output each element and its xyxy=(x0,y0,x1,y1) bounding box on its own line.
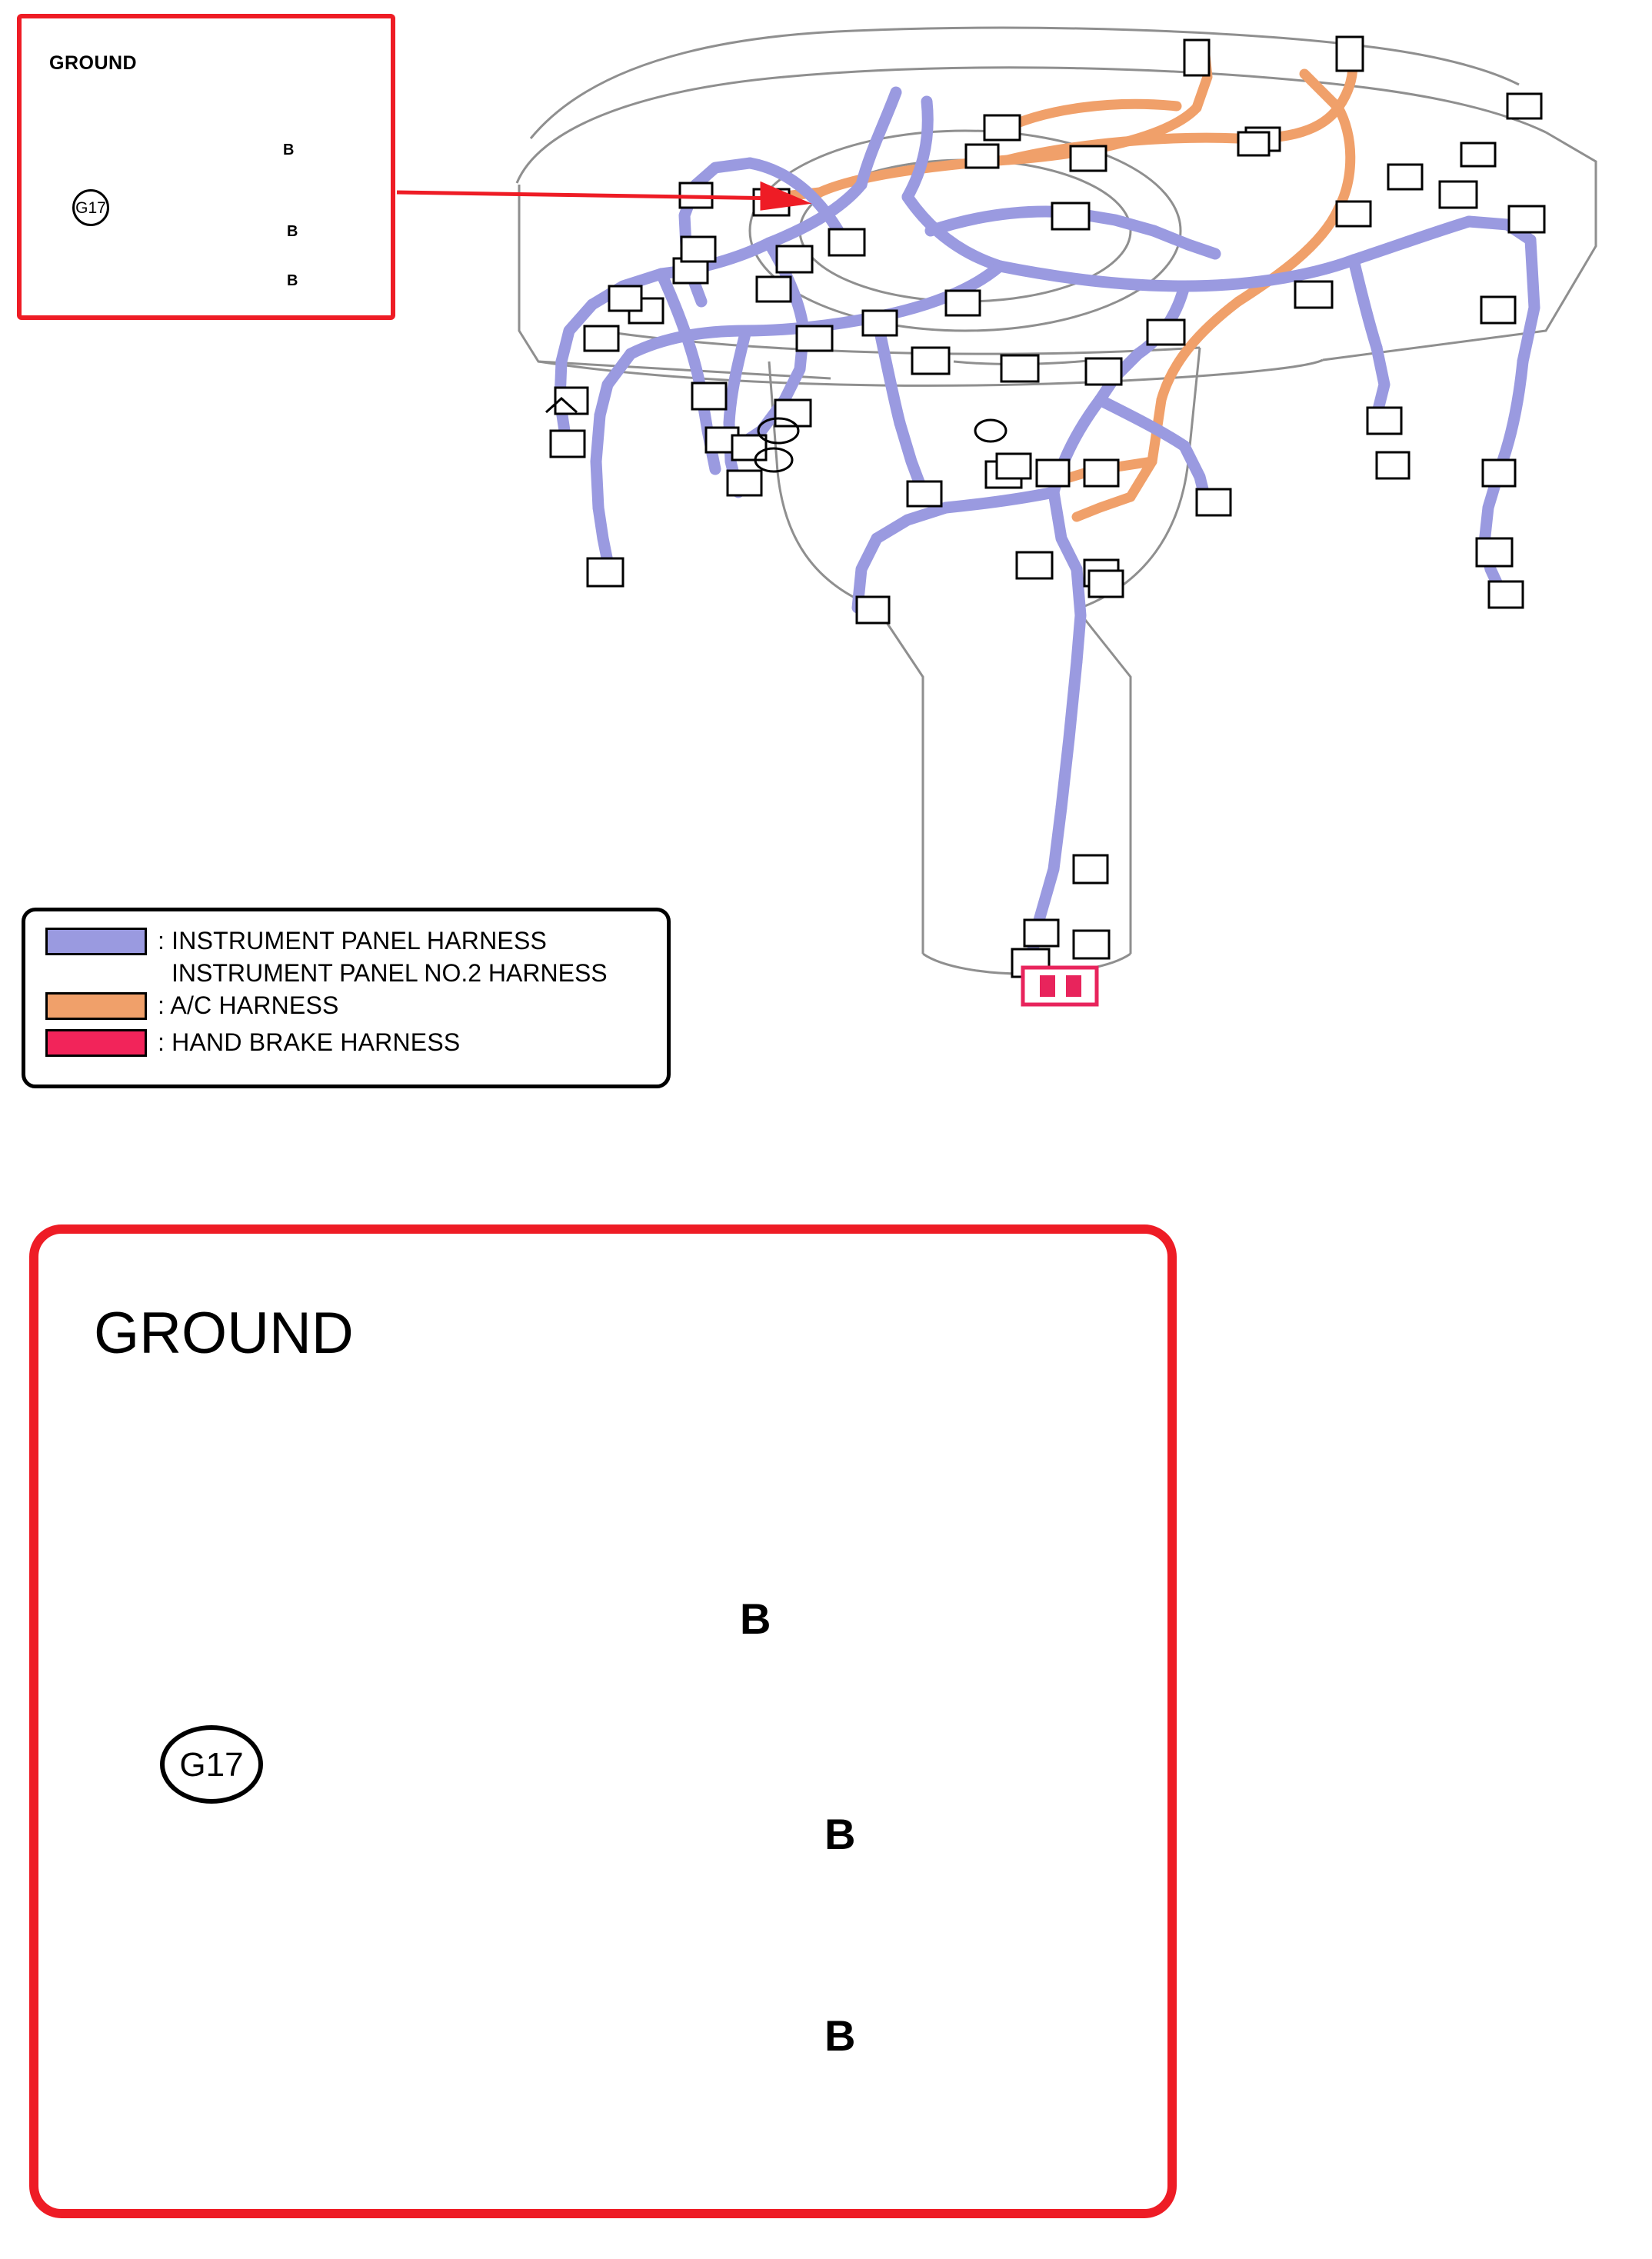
wire-label-b-1-small: B xyxy=(283,142,295,158)
legend-swatch-hand-brake xyxy=(45,1029,147,1057)
ground-callout-large xyxy=(29,1224,1177,2218)
ground-point-tag-large: G17 xyxy=(160,1725,263,1804)
legend-label-instrument-panel: : INSTRUMENT PANEL HARNESS xyxy=(158,927,548,955)
instrument-panel-harness-path xyxy=(560,92,1534,988)
wire-label-b-2-small: B xyxy=(287,223,298,240)
legend-item-ac xyxy=(45,991,339,1020)
callout-leader-line xyxy=(397,183,808,209)
wire-label-b-2-large: B xyxy=(824,1810,856,1858)
wire-label-b-3-large: B xyxy=(824,2011,856,2060)
legend-swatch-ac xyxy=(45,992,147,1020)
ground-callout-large-title: GROUND xyxy=(94,1301,354,1366)
ground-callout-small-title: GROUND xyxy=(49,52,138,74)
legend-label-hand-brake: : HAND BRAKE HARNESS xyxy=(158,1028,461,1056)
wire-label-b-1-large: B xyxy=(740,1594,771,1643)
ground-callout-small xyxy=(17,14,395,320)
ground-point-tag-small: G17 xyxy=(72,189,109,226)
wire-label-b-3-small: B xyxy=(287,272,298,289)
hand-brake-connector xyxy=(1023,968,1097,1005)
legend-item-hand-brake xyxy=(45,1028,460,1057)
legend-label-ac: : A/C HARNESS xyxy=(158,991,339,1019)
legend-item-instrument-panel xyxy=(45,927,547,955)
legend-sublabel-instrument-panel-2: INSTRUMENT PANEL NO.2 HARNESS xyxy=(172,959,608,987)
harness-legend xyxy=(22,908,671,1088)
legend-swatch-instrument-panel xyxy=(45,928,147,955)
